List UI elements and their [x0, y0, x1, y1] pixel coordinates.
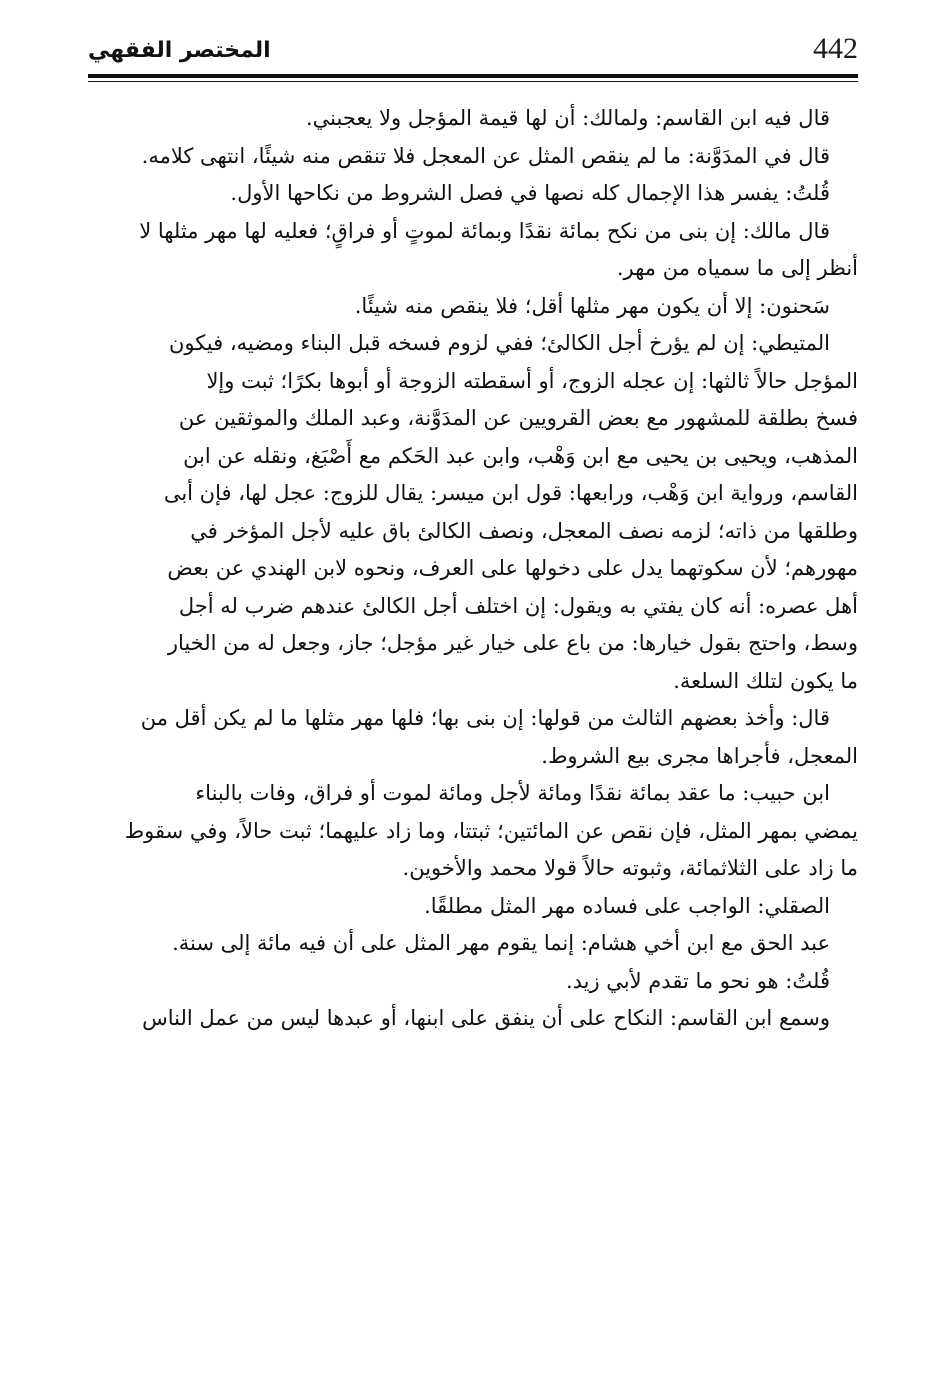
text-line: وطلقها من ذاته؛ لزمه نصف المعجل، ونصف الكالئ باق عليه لأجل المؤخر في [190, 518, 858, 543]
text-line: قُلتُ: يفسر هذا الإجمال كله نصها في فصل الشروط من نكاحها الأول. [230, 181, 830, 205]
text-line: وسمع ابن القاسم: النكاح على أن ينفق على ابنها، أو عبدها ليس من عمل الناس [142, 1006, 830, 1030]
text-line: ما يكون لتلك السلعة. [673, 668, 858, 693]
paragraph [88, 700, 858, 775]
text-line: المعجل، فأجراها مجرى بيع الشروط. [541, 743, 858, 768]
text-line: سَحنون: إلا أن يكون مهر مثلها أقل؛ فلا ينقص منه شيئًا. [354, 293, 830, 318]
paragraph [88, 100, 858, 138]
paragraph [88, 1000, 858, 1038]
text-line: يمضي بمهر المثل، فإن نقص عن المائتين؛ ثبتتا، وما زاد عليهما؛ ثبت حالاً، وفي سقوط [124, 818, 858, 843]
paragraph [88, 775, 858, 888]
text-line: قال مالك: إن بنى من نكح بمائة نقدًا وبمائة لموتٍ أو فراقٍ؛ فعليه لها مهر مثلها لا [139, 218, 830, 243]
page-number: 442 [813, 32, 858, 65]
text-line: المؤجل حالاً ثالثها: إن عجله الزوج، أو أسقطته الزوجة أو أبوها بكرًا؛ ثبت وإلا [206, 368, 858, 393]
paragraph [88, 925, 858, 963]
header-rule-thick [88, 74, 858, 78]
paragraph [88, 888, 858, 926]
text-line: أنظر إلى ما سمياه من مهر. [616, 256, 858, 280]
text-line: قال في المدَوَّنة: ما لم ينقص المثل عن المعجل فلا تنقص منه شيئًا، انتهى كلامه. [141, 143, 830, 168]
text-line: ابن حبيب: ما عقد بمائة نقدًا ومائة لأجل ومائة لموت أو فراق، وفات بالبناء [195, 781, 830, 805]
paragraph [88, 325, 858, 700]
text-line: قال فيه ابن القاسم: ولمالك: أن لها قيمة المؤجل ولا يعجبني. [305, 106, 830, 130]
text-line: المتيطي: إن لم يؤرخ أجل الكالئ؛ ففي لزوم فسخه قبل البناء ومضيه، فيكون [168, 331, 830, 355]
text-line: مهورهم؛ لأن سكوتهما يدل على دخولها على العرف، ونحوه لابن الهندي عن بعض [167, 556, 858, 580]
text-line: أهل عصره: أنه كان يفتي به ويقول: إن اختلف أجل الكالئ عندهم ضرب له أجل [178, 593, 858, 618]
paragraph [88, 963, 858, 1001]
paragraph [88, 175, 858, 213]
page-header [88, 28, 858, 84]
paragraph [88, 138, 858, 176]
text-line: الصقلي: الواجب على فساده مهر المثل مطلقًا. [424, 893, 830, 918]
text-line: القاسم، ورواية ابن وَهْب، ورابعها: قول ابن ميسر: يقال للزوج: عجل لها، فإن أبى [163, 481, 858, 505]
paragraph [88, 213, 858, 288]
book-title: المختصر الفقهي [88, 38, 271, 63]
text-line: قُلتُ: هو نحو ما تقدم لأبي زيد. [565, 968, 830, 993]
text-line: فسخ بطلقة للمشهور مع بعض القرويين عن المدَوَّنة، وعبد الملك والموثقين عن [178, 406, 858, 430]
page-body [88, 100, 858, 1038]
text-line: عبد الحق مع ابن أخي هشام: إنما يقوم مهر المثل على أن فيه مائة إلى سنة. [172, 931, 830, 955]
paragraph [88, 288, 858, 326]
header-rule-thin [88, 81, 858, 82]
text-line: المذهب، ويحيى بن يحيى مع ابن وَهْب، وابن عبد الحَكم مع أَصْبَغ، ونقله عن ابن [183, 443, 858, 468]
text-line: وسط، واحتج بقول خيارها: من باع على خيار غير مؤجل؛ جاز، وجعل له من الخيار [167, 631, 858, 655]
text-line: قال: وأخذ بعضهم الثالث من قولها: إن بنى بها؛ فلها مهر مثلها ما لم يكن أقل من [140, 706, 830, 730]
text-line: ما زاد على الثلاثمائة، وثبوته حالاً قولا محمد والأخوين. [402, 856, 858, 880]
